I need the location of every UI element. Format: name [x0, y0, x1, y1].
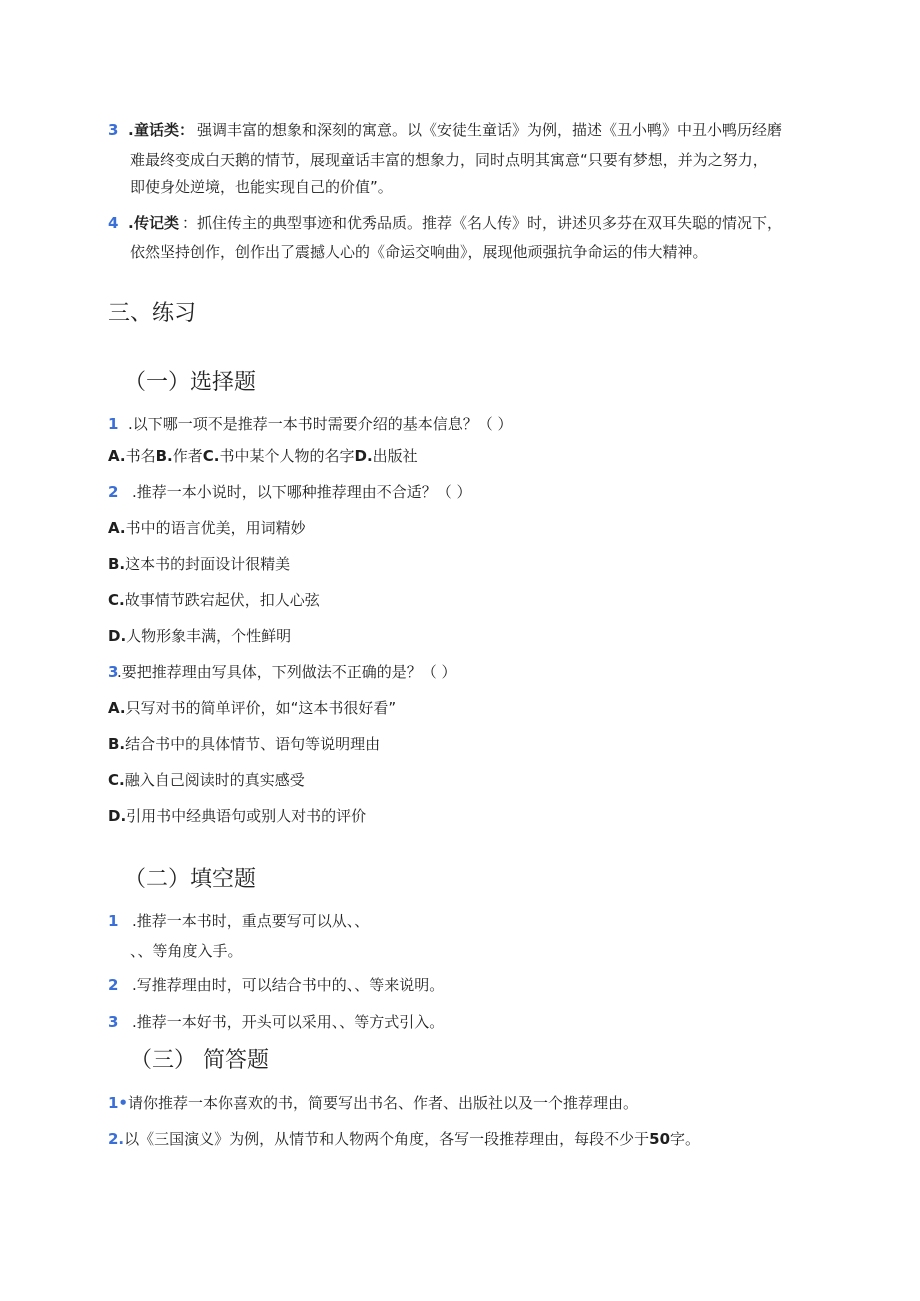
item-line: 即使身处逆境，也能实现自己的价值”。: [130, 178, 393, 196]
question-number: 1: [108, 415, 119, 433]
word-count: 50: [649, 1130, 671, 1148]
option-letter: B.: [108, 555, 126, 573]
option-letter: A.: [108, 447, 126, 465]
option-row: [108, 554, 290, 574]
item-number: 3: [108, 121, 119, 139]
option-row: [108, 590, 320, 610]
option-text: 人物形象丰满，个性鲜明: [126, 627, 292, 645]
option-row: [108, 626, 291, 646]
option-text: 书中的语言优美，用词精妙: [125, 519, 306, 537]
option-letter: D.: [108, 627, 127, 645]
question-text: .推荐一本书时，重点要写可以从、、: [132, 912, 370, 930]
option-text: 故事情节跌宕起伏，扣人心弦: [124, 591, 320, 609]
option-row: [108, 770, 305, 790]
item-term: 童话类：: [134, 121, 195, 139]
option-text: 出版社: [372, 447, 418, 465]
question-text: .要把推荐理由写具体，下列做法不正确的是？（ ）: [117, 663, 457, 681]
question-number: 2: [108, 483, 119, 501]
question-number: 1•: [108, 1094, 129, 1112]
fill-heading: （二）填空题: [124, 867, 257, 892]
option-letter: C.: [202, 447, 220, 465]
option-letter: A.: [108, 699, 126, 717]
option-row: [108, 734, 380, 754]
question-number: 3: [108, 663, 119, 681]
option-text: 作者: [172, 447, 203, 465]
item-line: ：抓住传主的典型事迹和优秀品质。推荐《名人传》时，讲述贝多芬在双耳失聪的情况下，: [182, 214, 783, 232]
question-text: 请你推荐一本你喜欢的书，简要写出书名、作者、出版社以及一个推荐理由。: [128, 1094, 639, 1112]
item-dot: .: [128, 214, 134, 232]
item-number: 4: [108, 214, 119, 232]
question-text: .推荐一本好书，开头可以采用、、等方式引入。: [132, 1013, 445, 1031]
option-row: [108, 518, 306, 538]
question-number: 2: [108, 976, 119, 994]
option-text: 引用书中经典语句或别人对书的评价: [126, 807, 367, 825]
question-text-end: 字。: [670, 1130, 701, 1148]
question-text: .以下哪一项不是推荐一本书时需要介绍的基本信息？（ ）: [128, 415, 513, 433]
item-line: 依然坚持创作，创作出了震撼人心的《命运交响曲》，展现他顽强抗争命运的伟大精神。: [130, 243, 708, 261]
question-text: 以《三国演义》为例，从情节和人物两个角度，各写一段推荐理由，每段不少于: [124, 1130, 650, 1148]
choice-q1-options: [108, 446, 418, 466]
question-text: .写推荐理由时，可以结合书中的、、等来说明。: [132, 976, 445, 994]
section-title: 三、练习: [108, 301, 197, 326]
question-text-continued: 、、等角度入手。: [130, 942, 243, 960]
short-answer-heading: （三） 简答题: [130, 1048, 269, 1073]
option-text: 书名: [125, 447, 156, 465]
option-text: 结合书中的具体情节、语句等说明理由: [125, 735, 381, 753]
item-dot: .: [128, 121, 134, 139]
option-row: [108, 698, 396, 718]
option-letter: A.: [108, 519, 126, 537]
item-term: 传记类: [134, 214, 180, 232]
option-text: 这本书的封面设计很精美: [125, 555, 291, 573]
item-line: 难最终变成白天鹅的情节，展现童话丰富的想象力，同时点明其寓意“只要有梦想，并为之努力，: [130, 151, 768, 169]
option-letter: C.: [108, 771, 125, 789]
question-number: 3: [108, 1013, 119, 1031]
choice-heading: （一）选择题: [124, 370, 257, 395]
short-question-1: [108, 1093, 638, 1113]
short-question-2: [108, 1129, 700, 1149]
question-number: 1: [108, 912, 119, 930]
option-letter: D.: [108, 807, 127, 825]
option-letter: B.: [108, 735, 126, 753]
option-text: 只写对书的简单评价，如“这本书很好看”: [125, 699, 397, 717]
option-letter: C.: [108, 591, 125, 609]
option-letter: B.: [155, 447, 173, 465]
option-text: 书中某个人物的名字: [219, 447, 355, 465]
question-number: 2.: [108, 1130, 125, 1148]
item-line: 强调丰富的想象和深刻的寓意。以《安徒生童话》为例，描述《丑小鸭》中丑小鸭历经磨: [197, 121, 783, 139]
option-text: 融入自己阅读时的真实感受: [124, 771, 305, 789]
option-row: [108, 806, 366, 826]
question-text: .推荐一本小说时，以下哪种推荐理由不合适？（ ）: [132, 483, 472, 501]
option-letter: D.: [354, 447, 373, 465]
